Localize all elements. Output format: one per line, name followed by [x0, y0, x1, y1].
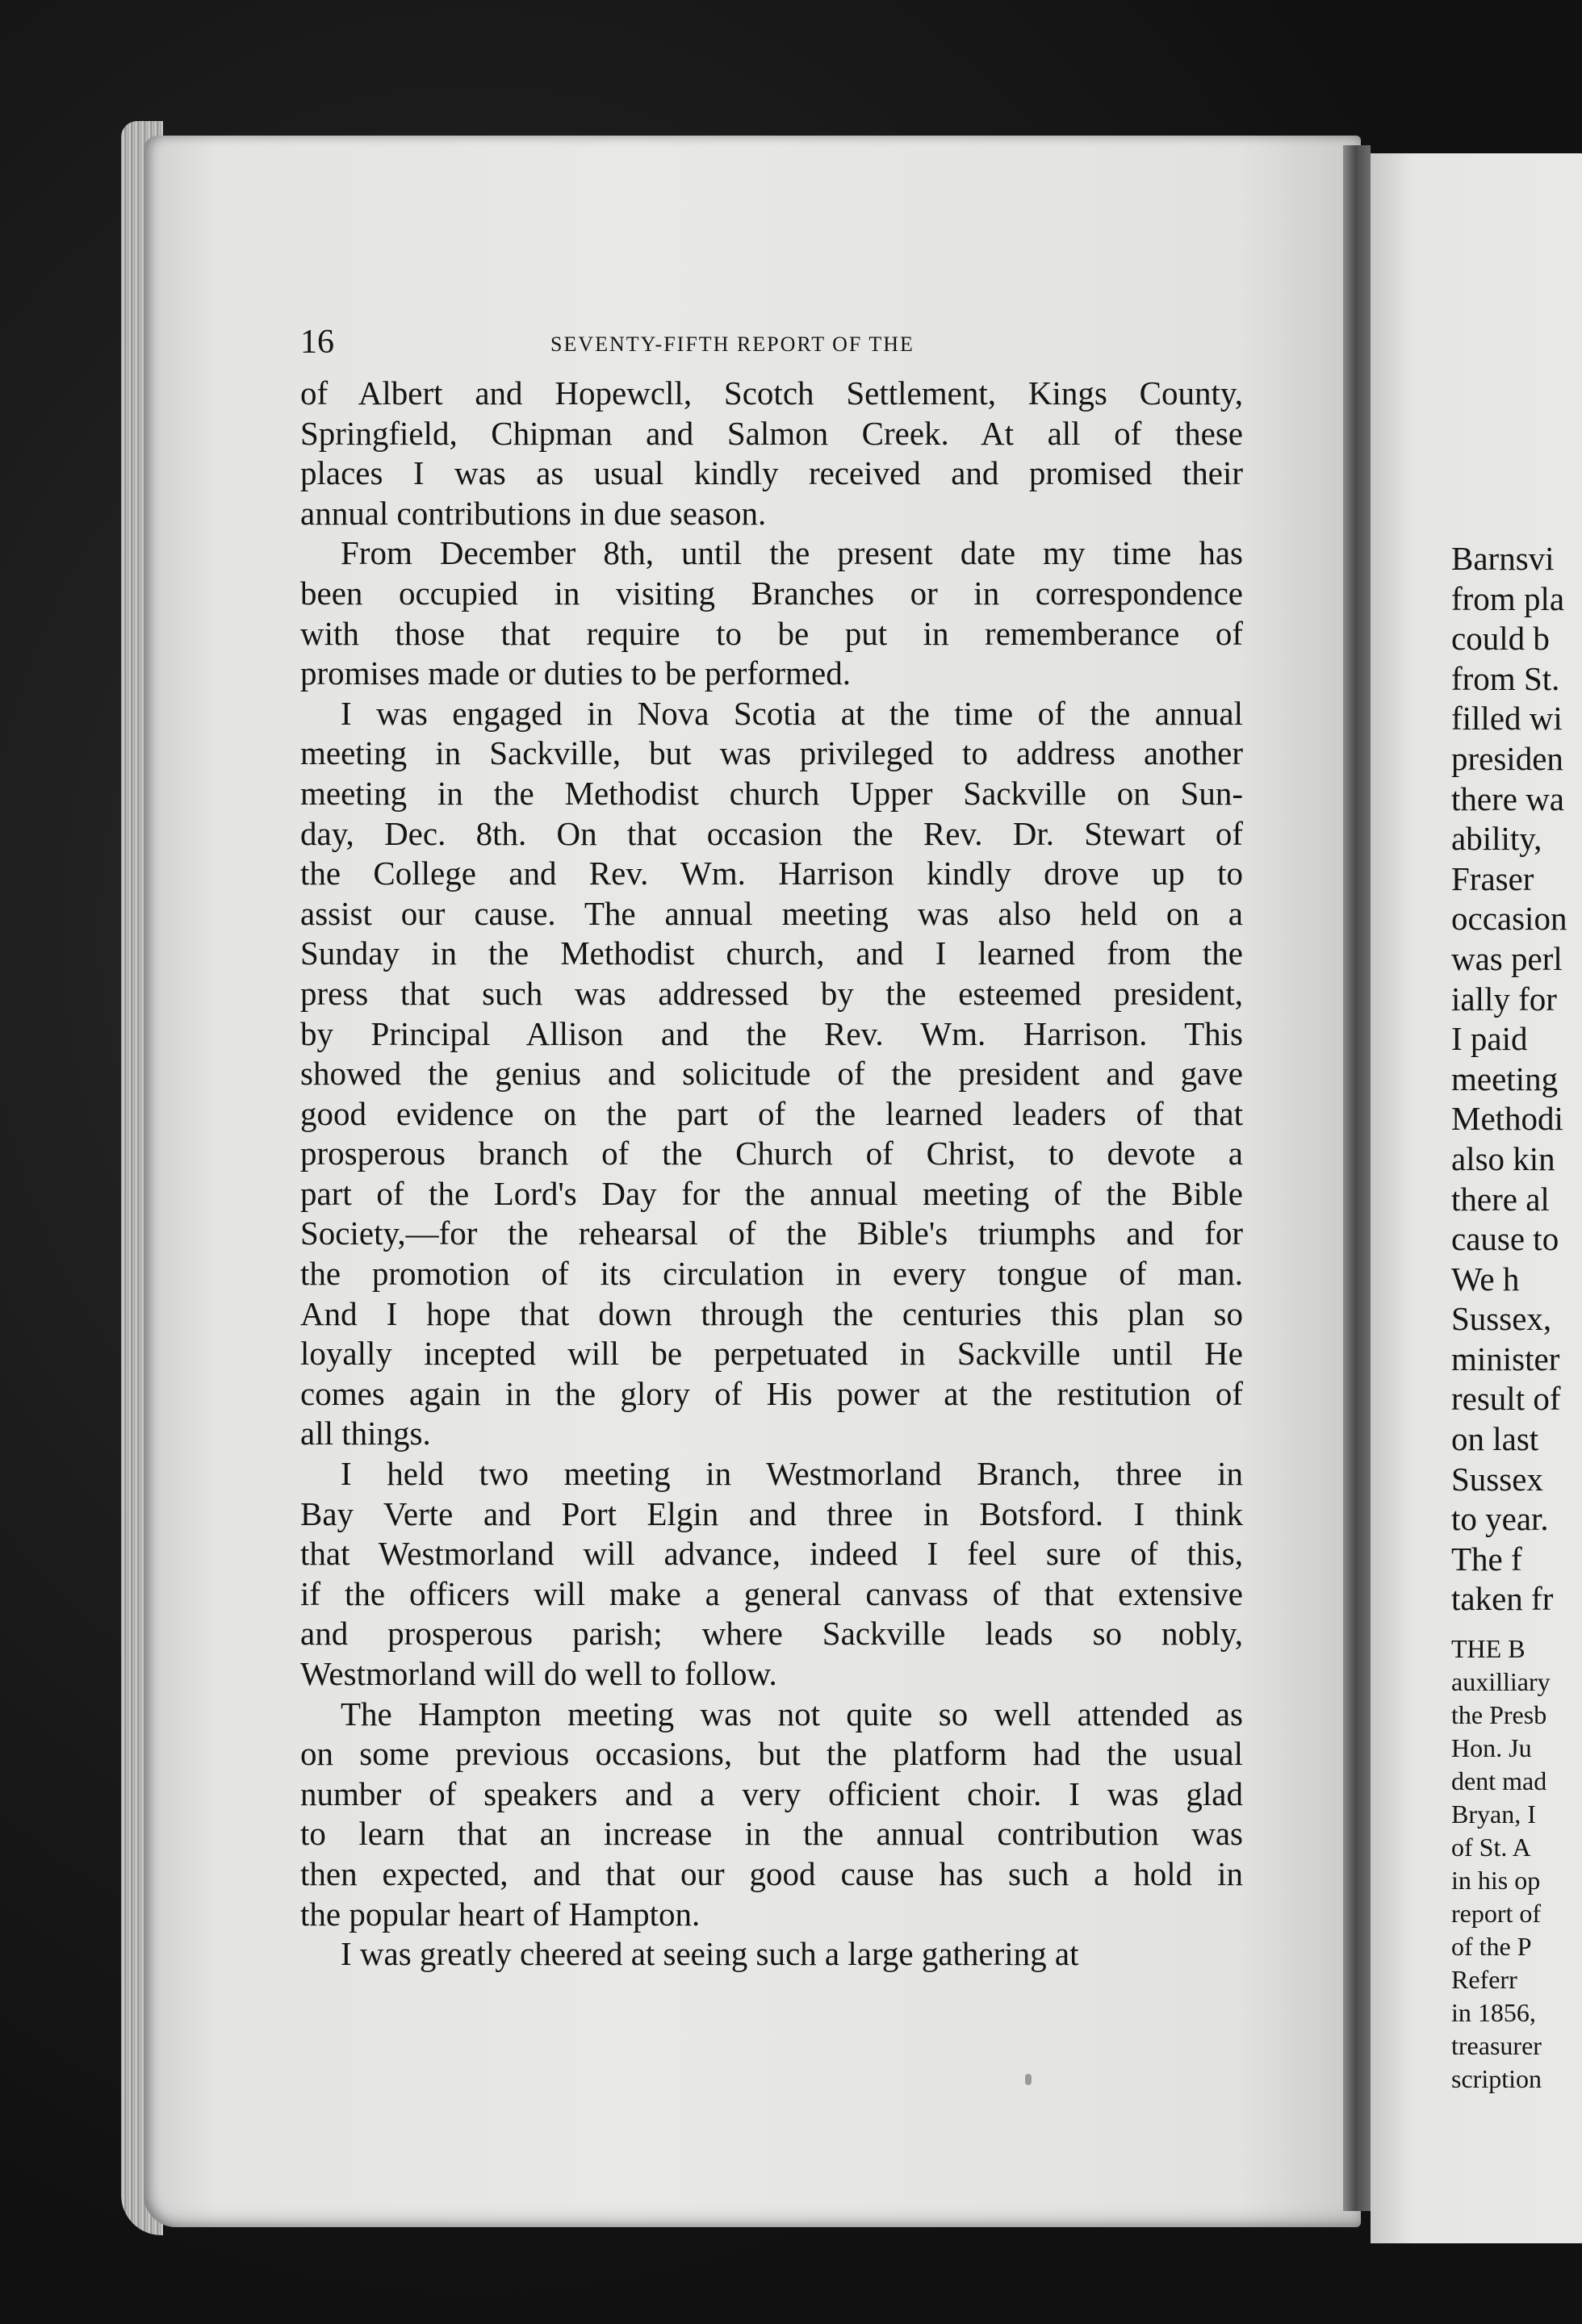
text-line: I was greatly cheered at seeing such a large gathering at: [341, 1935, 1079, 1973]
page-number: 16: [300, 324, 334, 361]
paragraph: [300, 374, 1243, 533]
right-page-small-line: Bryan, I: [1451, 1799, 1536, 1829]
right-page-line: on last: [1451, 1420, 1539, 1458]
right-page-small-line: auxilliary: [1451, 1667, 1551, 1697]
right-page-line: filled wi: [1451, 700, 1563, 738]
text-line: I was engaged in Nova Scotia at the time of the annual: [341, 694, 1243, 732]
right-page-line: minister: [1451, 1340, 1560, 1377]
text-line: that Westmorland will advance, indeed I feel sure of this,: [300, 1535, 1243, 1573]
text-line: press that such was addressed by the esteemed president,: [300, 974, 1243, 1012]
right-page-small-line: in 1856,: [1451, 1998, 1536, 2028]
text-line: loyally incepted will be perpetuated in Sackville until He: [300, 1335, 1243, 1373]
text-line: the popular heart of Hampton.: [300, 1895, 701, 1933]
text-line: showed the genius and solicitude of the president and gave: [300, 1055, 1243, 1093]
text-line: good evidence on the part of the learned leaders of that: [300, 1094, 1243, 1132]
text-line: by Principal Allison and the Rev. Wm. Harrison. This: [300, 1014, 1243, 1052]
text-line: of Albert and Hopewcll, Scotch Settlement, Kings County,: [300, 374, 1243, 412]
right-page-line: Methodi: [1451, 1100, 1563, 1138]
right-page-line: there wa: [1451, 780, 1564, 817]
right-page-small-line: of the P: [1451, 1932, 1532, 1962]
text-line: on some previous occasions, but the platform had the usual: [300, 1735, 1243, 1773]
text-line: with those that require to be put in rememberance of: [300, 614, 1243, 652]
right-page-line: I paid: [1451, 1020, 1528, 1058]
right-page-small-line: in his op: [1451, 1866, 1541, 1896]
text-line: meeting in the Methodist church Upper Sackville on Sun-: [300, 774, 1243, 812]
text-line: places I was as usual kindly received and promised their: [300, 454, 1243, 492]
text-line: I held two meeting in Westmorland Branch, three in: [341, 1455, 1243, 1493]
text-line: been occupied in visiting Branches or in correspondence: [300, 574, 1243, 612]
right-page-line: taken fr: [1451, 1580, 1554, 1618]
right-page-small-line: Hon. Ju: [1451, 1733, 1532, 1763]
text-line: meeting in Sackville, but was privileged to address another: [300, 734, 1243, 772]
right-page-small-line: of St. A: [1451, 1833, 1531, 1862]
right-page-line: from pla: [1451, 579, 1565, 617]
text-line: promises made or duties to be performed.: [300, 654, 852, 692]
right-page-small-line: THE B: [1451, 1634, 1526, 1664]
text-line: And I hope that down through the centuries this plan so: [300, 1294, 1243, 1332]
paragraph: [300, 533, 1243, 693]
paragraph: [300, 1695, 1243, 1935]
text-line: From December 8th, until the present date my time has: [341, 534, 1243, 572]
right-page-small-line: report of: [1451, 1899, 1542, 1929]
right-page-line: We h: [1451, 1260, 1520, 1298]
right-page-line: cause to: [1451, 1220, 1559, 1258]
running-head: SEVENTY-FIFTH REPORT OF THE: [550, 332, 914, 356]
right-page-small-line: Referr: [1451, 1965, 1517, 1995]
text-line: day, Dec. 8th. On that occasion the Rev. Dr. Stewart of: [300, 814, 1243, 852]
right-page-line: presiden: [1451, 739, 1563, 777]
right-page-line: Fraser: [1451, 859, 1534, 897]
text-line: The Hampton meeting was not quite so well attended as: [341, 1695, 1243, 1733]
ink-smudge: [1025, 2074, 1032, 2085]
right-page-line: from St.: [1451, 659, 1560, 697]
text-line: if the officers will make a general canvass of that extensive: [300, 1574, 1243, 1612]
text-line: number of speakers and a very officient choir. I was glad: [300, 1774, 1243, 1812]
right-page-small-line: the Presb: [1451, 1700, 1547, 1730]
right-page-line: there al: [1451, 1180, 1550, 1218]
text-line: assist our cause. The annual meeting was also held on a: [300, 894, 1243, 932]
right-page-line: to year.: [1451, 1500, 1549, 1538]
text-line: and prosperous parish; where Sackville leads so nobly,: [300, 1615, 1243, 1653]
text-line: Sunday in the Methodist church, and I learned from the: [300, 934, 1243, 972]
text-line: the College and Rev. Wm. Harrison kindly drove up to: [300, 855, 1243, 892]
text-line: Springfield, Chipman and Salmon Creek. At all of these: [300, 414, 1243, 452]
right-page-line: The f: [1451, 1540, 1522, 1578]
text-line: part of the Lord's Day for the annual meeting of the Bible: [300, 1174, 1243, 1212]
right-page-text: [1451, 539, 1582, 2096]
right-page-small-line: treasurer: [1451, 2031, 1542, 2061]
right-page-line: meeting: [1451, 1060, 1559, 1097]
text-line: Westmorland will do well to follow.: [300, 1655, 777, 1692]
right-page-line: Sussex,: [1451, 1300, 1552, 1338]
text-line: to learn that an increase in the annual contribution was: [300, 1815, 1243, 1853]
paragraph: [300, 694, 1243, 1454]
right-page-line: was perl: [1451, 939, 1563, 977]
text-line: then expected, and that our good cause has such a hold in: [300, 1854, 1243, 1892]
book-gutter: [1343, 145, 1371, 2211]
right-page-small-line: scription: [1451, 2064, 1542, 2094]
right-page-line: Sussex: [1451, 1460, 1543, 1498]
right-page-line: ability,: [1451, 820, 1542, 858]
right-page-line: occasion: [1451, 900, 1567, 938]
text-line: the promotion of its circulation in every tongue of man.: [300, 1255, 1243, 1293]
text-line: Bay Verte and Port Elgin and three in Botsford. I think: [300, 1494, 1243, 1532]
right-page-line: ially for: [1451, 980, 1557, 1018]
right-page-line: Barnsvi: [1451, 540, 1555, 577]
text-line: annual contributions in due season.: [300, 494, 767, 532]
right-page-line: could b: [1451, 620, 1550, 658]
right-page: [1371, 153, 1582, 2243]
right-page-line: result of: [1451, 1380, 1561, 1418]
right-page-line: also kin: [1451, 1139, 1555, 1177]
left-page-text-column: [300, 319, 1243, 1975]
text-line: prosperous branch of the Church of Christ, to devote a: [300, 1135, 1243, 1172]
text-line: Society,—for the rehearsal of the Bible's triumphs and for: [300, 1214, 1243, 1252]
page-header: [300, 319, 1243, 366]
text-line: all things.: [300, 1415, 431, 1452]
paragraph: [300, 1934, 1243, 1975]
body-text: [300, 374, 1243, 1975]
right-page-small-line: dent mad: [1451, 1766, 1547, 1796]
paragraph: [300, 1454, 1243, 1695]
text-line: comes again in the glory of His power at the restitution of: [300, 1374, 1243, 1412]
